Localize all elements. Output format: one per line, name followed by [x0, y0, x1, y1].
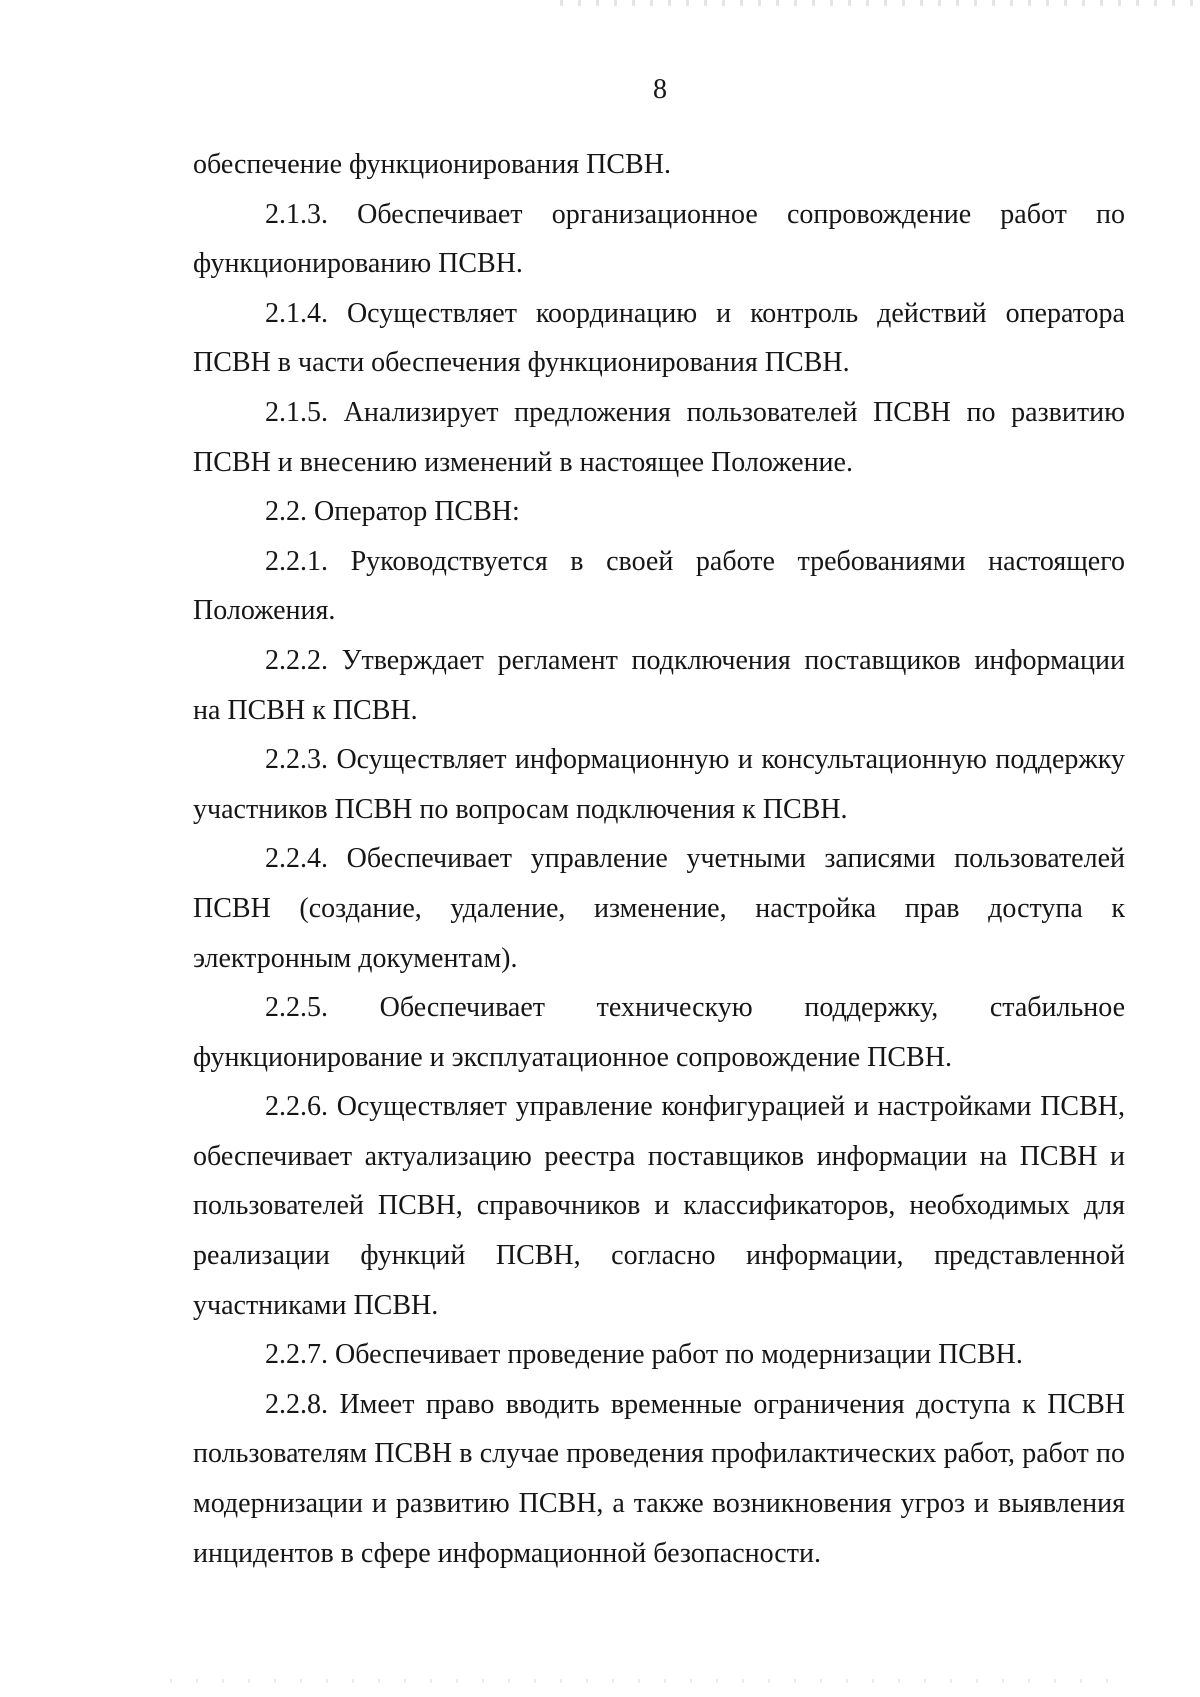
paragraph-2-2-6: 2.2.6. Осуществляет управление конфигурацией и настройками ПСВН, обеспечивает актуализацию реестра поставщиков информации на ПСВН и пользователей ПСВН, справочников и классификаторов, необходимых для реализации функций ПСВН, согласно информации, представленной участниками ПСВН.	[193, 1091, 1125, 1321]
paragraph-2-1-3: 2.1.3. Обеспечивает организационное сопровождение работ по функционированию ПСВН.	[193, 198, 1125, 280]
paragraph-2-1-4: 2.1.4. Осуществляет координацию и контроль действий оператора ПСВН в части обеспечения функционирования ПСВН.	[193, 297, 1125, 379]
section-heading-2-2: 2.2. Оператор ПСВН:	[265, 496, 520, 528]
paragraph-2-2-2: 2.2.2. Утверждает регламент подключения поставщиков информации на ПСВН к ПСВН.	[193, 644, 1125, 726]
paragraph-2-1-5: 2.1.5. Анализирует предложения пользователей ПСВН по развитию ПСВН и внесению изменений в настоящее Положение.	[193, 396, 1125, 478]
page-number: 8	[653, 74, 667, 105]
paragraph-2-2-1: 2.2.1. Руководствуется в своей работе требованиями настоящего Положения.	[193, 545, 1125, 627]
paragraph-2-2-5: 2.2.5. Обеспечивает техническую поддержку, стабильное функционирование и эксплуатационное сопровождение ПСВН.	[193, 992, 1125, 1073]
document-body	[193, 140, 1125, 1578]
scan-artifact-top	[560, 0, 1200, 6]
paragraph-2-2-4: 2.2.4. Обеспечивает управление учетными записями пользователей ПСВН (создание, удаление, изменение, настройка прав доступа к электронным документам).	[193, 843, 1125, 974]
paragraph-2-2-8: 2.2.8. Имеет право вводить временные ограничения доступа к ПСВН пользователям ПСВН в случае проведения профилактических работ, работ по модернизации и развитию ПСВН, а также возникновения угроз и выявления инцидентов в сфере информационной безопасности.	[193, 1388, 1125, 1569]
paragraph-2-2-3: 2.2.3. Осуществляет информационную и консультационную поддержку участников ПСВН по вопросам подключения к ПСВН.	[193, 744, 1125, 825]
paragraph-2-2-7: 2.2.7. Обеспечивает проведение работ по модернизации ПСВН.	[265, 1339, 1023, 1371]
paragraph-continuation: обеспечение функционирования ПСВН.	[193, 149, 671, 180]
scan-artifact-bottom	[170, 1679, 1130, 1683]
